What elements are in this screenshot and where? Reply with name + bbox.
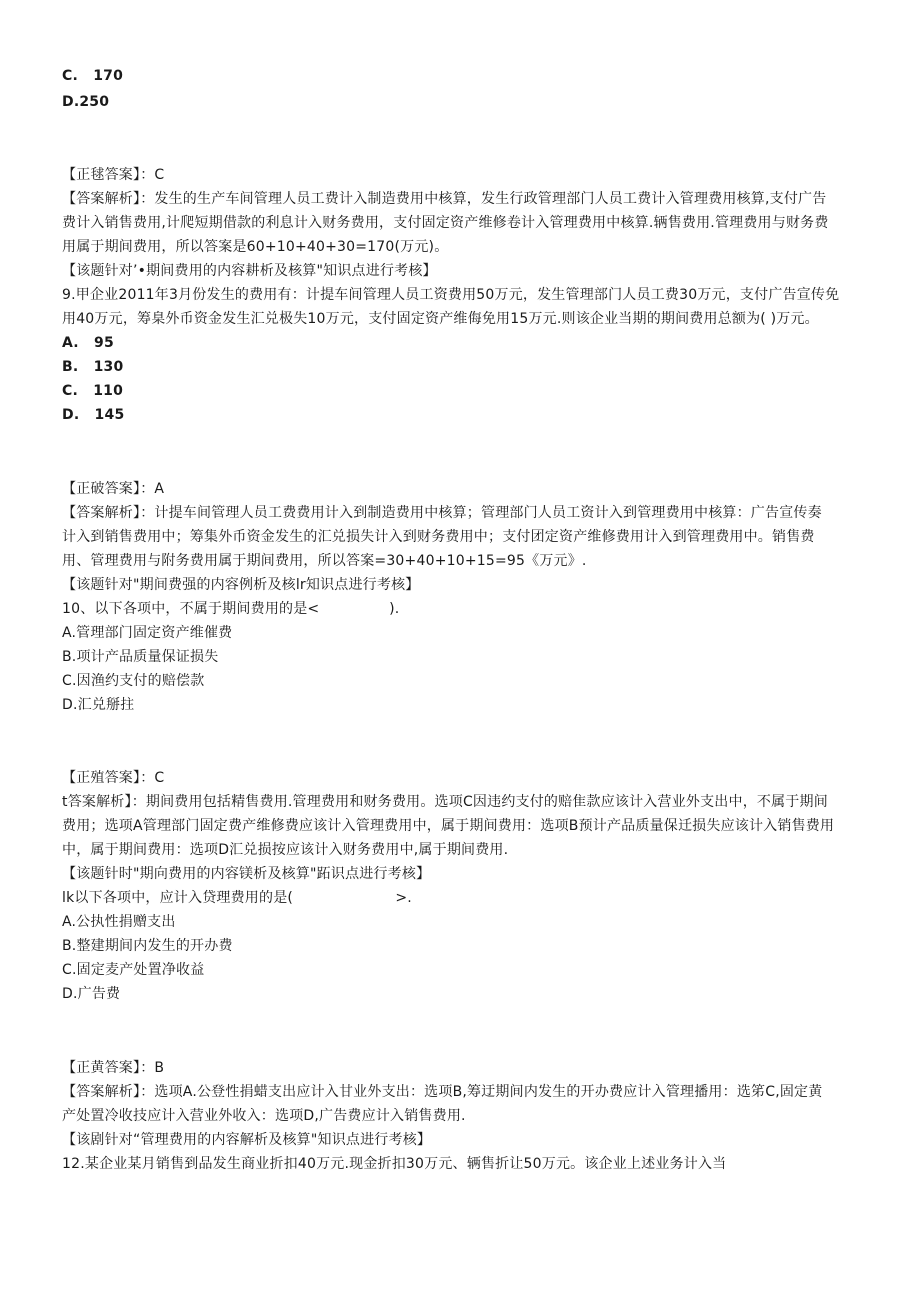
explanation-line: 用属于期间费用，所以答案是60+10+40+30=170(万元)。 (62, 239, 449, 255)
option-b: B.项计产品质量保证损失 (62, 649, 219, 665)
option-c: C.因渔约支付的赔偿款 (62, 673, 205, 689)
option-b: B. 130 (62, 359, 124, 375)
option-c: C.固定麦产处置净收益 (62, 962, 205, 978)
explanation-line: t答案解析】：期间费用包括精售费用.管理费用和财务费用。选项C因违约支付的赔隹款应该计入营业外支出中，不属于期间 (62, 794, 828, 810)
question-9: 9.甲企业2011年3月份发生的费用有：计提车间管理人员工资费用50万元，发生管理部门人员工费30万元，支付广告宣传免 (62, 287, 840, 303)
explanation-line: 中，属于期间费用：选项D汇兑损按应该计入财务费用中,属于期间费用. (62, 842, 509, 858)
explanation-line: 计入到销售费用中；筹集外币资金发生的汇兑损失计入到财务费用中；支付团定资产维修费用计入到管理费用中。销售费 (62, 529, 815, 545)
answer-line: 【正破答案】：A (62, 481, 165, 497)
option-d: D.汇兑掰拄 (62, 697, 135, 713)
option-d: D.广告费 (62, 986, 121, 1002)
knowledge-point-line: 【该题针对’•期间费用的内容耕析及核算"知识点进行考核】 (62, 263, 437, 279)
knowledge-point-line: 【该题针时"期向费用的内容镁析及核算"跖识点进行考核】 (62, 866, 431, 882)
option-d: D.250 (62, 94, 110, 110)
question-9-cont: 用40万元，筹臬外币资金发生汇兑极失10万元，支付固定资产维侮免用15万元.则该企业当期的期间费用总额为( )万元。 (62, 311, 819, 327)
option-a: A. 95 (62, 335, 114, 351)
knowledge-point-line: 【该剧针对“管理费用的内容解析及核算"知识点进行考核】 (62, 1132, 432, 1148)
option-c: C. 110 (62, 383, 124, 399)
explanation-line: 【答案解析】：发生的生产车间管理人员工费计入制造费用中核算，发生行政管理部门人员工费计入管理费用核算,支付广告 (62, 191, 827, 207)
option-b: B.整建期间内发生的开办费 (62, 938, 233, 954)
question-11: lk以下各项中，应计入贷理费用的是( >. (62, 890, 412, 906)
explanation-line: 产处置冷收技应计入营业外收入：选项D,广告费应计入销售费用. (62, 1108, 466, 1124)
explanation-line: 用、管理费用与附务费用属于期间费用，所以答案=30+40+10+15=95《万元》. (62, 553, 587, 569)
question-12: 12.某企业某月销售到品发生商业折扣40万元.现金折扣30万元、辆售折让50万元。该企业上述业务计入当 (62, 1156, 727, 1172)
explanation-line: 【答案解析】：选项A.公登性捐蜡支出应计入甘业外支出：选项B,筹迂期间内发生的开办费应计入管理播用：选笫C,固定黄 (62, 1084, 823, 1100)
explanation-line: 【答案解析】：计提车间管理人员工费费用计入到制造费用中核算；管理部门人员工资计入到管理费用中核算：广告宣传奏 (62, 505, 822, 521)
question-10: 10、以下各项中，不属于期间费用的是< ). (62, 601, 400, 617)
explanation-line: 费用；选项A管理部门固定费产维修费应该计入管理费用中，属于期间费用：选项B预计产品质量保迁损失应该计入销售费用 (62, 818, 835, 834)
answer-line: 【正黄答案】：B (62, 1060, 165, 1076)
option-a: A.管理部门固定资产维催费 (62, 625, 233, 641)
knowledge-point-line: 【该题针对"期间费强的内容例析及核lr知识点进行考核】 (62, 577, 420, 593)
answer-line: 【正毬答案】：C (62, 167, 165, 183)
option-a: A.公执性捐赠支出 (62, 914, 176, 930)
option-c: C. 170 (62, 68, 124, 84)
answer-line: 【正殖答案】：C (62, 770, 165, 786)
option-d: D. 145 (62, 407, 125, 423)
explanation-line: 费计入销售费用,计爬短期借款的利息计入财务费用，支付固定资产维修卷计入管理费用中核算.辆售费用.管理费用与财务费 (62, 215, 829, 231)
